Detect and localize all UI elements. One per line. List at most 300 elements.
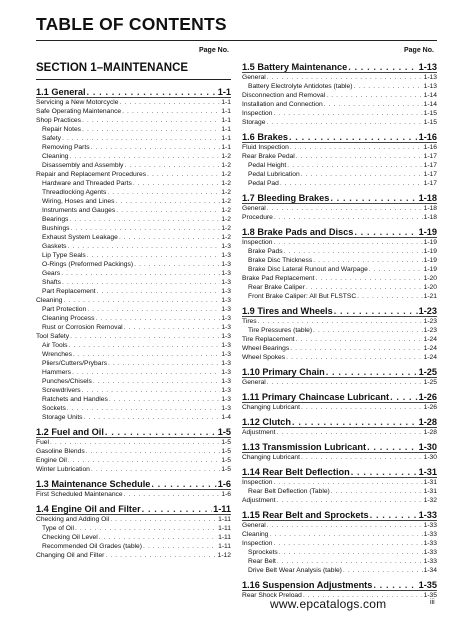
toc-heading-text: 1.4 Engine Oil and Filter [36, 504, 141, 514]
dot-leader [82, 386, 221, 395]
toc-entry-text: Gasoline Blends [36, 448, 85, 455]
toc-entry-text: Rust or Corrosion Removal [42, 324, 123, 331]
dot-leader [71, 224, 221, 233]
toc-page-number: 1-2 [221, 234, 231, 241]
toc-page-number: 1-3 [221, 333, 231, 340]
toc-entry [36, 152, 231, 161]
toc-page-number: 1-31 [423, 488, 437, 495]
toc-page-number: 1-20 [423, 275, 437, 282]
toc-page-number: 1-1 [221, 126, 231, 133]
toc-entry-text: Checking and Adding Oil [36, 516, 110, 523]
toc-entry-text: Wrenches [42, 351, 72, 358]
toc-page-number: 1-30 [418, 442, 437, 452]
toc-entry [242, 152, 437, 161]
toc-page-number: 1-17 [423, 180, 437, 187]
toc-entry [36, 107, 231, 116]
dot-leader [87, 305, 220, 314]
toc-page-number: 1-24 [423, 354, 437, 361]
toc-entry [36, 314, 231, 323]
dot-leader [86, 447, 221, 456]
dot-leader [269, 530, 422, 539]
toc-page-number: 1-17 [423, 162, 437, 169]
toc-page-number: 1-3 [221, 288, 231, 295]
toc-entry-text: Lip Type Seals [42, 252, 86, 259]
toc-entry [36, 260, 231, 269]
toc-heading-text: 1.16 Suspension Adjustments [242, 580, 373, 590]
toc-page-number: 1-13 [423, 83, 437, 90]
dot-leader [287, 161, 422, 170]
dot-leader [324, 100, 423, 109]
dot-leader [73, 350, 220, 359]
dot-leader [301, 403, 423, 412]
toc-entry-text: Recommended Oil Grades (table) [42, 543, 142, 550]
dot-leader [266, 118, 422, 127]
dot-leader [279, 548, 423, 557]
dot-leader [119, 233, 220, 242]
toc-entry-text: Wheel Spokes [242, 354, 286, 361]
toc-heading-text: 1.5 Battery Maintenance [242, 62, 348, 72]
toc-entry [242, 118, 437, 127]
toc-entry-text: Bearings [42, 216, 69, 223]
toc-page-number: 1-21 [423, 293, 437, 300]
toc-page-number: 1-5 [221, 457, 231, 464]
toc-entry [36, 413, 231, 422]
dot-leader [70, 332, 220, 341]
toc-page-number: 1-17 [423, 153, 437, 160]
toc-entry [36, 197, 231, 206]
dot-leader [313, 326, 423, 335]
toc-entry-text: Brake Pad Replacement [242, 275, 315, 282]
toc-entry [242, 91, 437, 100]
toc-page-number: 1-6 [221, 491, 231, 498]
toc-entry-text: Disconnection and Removal [242, 92, 326, 99]
toc-page-number: 1-3 [221, 315, 231, 322]
toc-page-number: 1-3 [221, 270, 231, 277]
toc-page-number: 1-16 [418, 132, 437, 142]
toc-entry-text: Part Replacement [42, 288, 96, 295]
toc-page-number: 1-5 [221, 466, 231, 473]
dot-leader [276, 428, 422, 437]
toc-page-number: 1-33 [418, 510, 437, 520]
toc-entry-text: Rear Belt [248, 558, 276, 565]
toc-page-number: 1-1 [221, 108, 231, 115]
toc-entry [36, 438, 231, 447]
toc-page-number: 1-15 [423, 110, 437, 117]
toc-entry [242, 344, 437, 353]
toc-entry [36, 524, 231, 533]
toc-page-number: 1-28 [418, 417, 437, 427]
toc-heading-text: 1.13 Transmission Lubricant [242, 442, 367, 452]
toc-entry-text: Inspection [242, 239, 273, 246]
toc-entry-text: O-Rings (Preformed Packings) [42, 261, 134, 268]
toc-entry [36, 533, 231, 542]
toc-page-number: 1-1 [221, 135, 231, 142]
toc-entry [242, 317, 437, 326]
dot-leader [108, 359, 220, 368]
toc-page-number: 1-3 [221, 342, 231, 349]
dot-leader [133, 179, 220, 188]
toc-entry [242, 428, 437, 437]
toc-page-number: 1-26 [418, 392, 437, 402]
dot-leader [147, 170, 220, 179]
toc-entry-text: Removing Parts [42, 144, 90, 151]
toc-page-number: 1-2 [221, 207, 231, 214]
dot-leader [274, 478, 423, 487]
dot-leader [105, 551, 216, 560]
dot-leader [75, 524, 217, 533]
toc-entry [242, 487, 437, 496]
toc-entry [36, 188, 231, 197]
toc-page-number: 1-19 [423, 257, 437, 264]
toc-entry-text: Changing Oil and Filter [36, 552, 105, 559]
toc-page-number: 1-2 [221, 180, 231, 187]
footer-page-number: iii [430, 599, 435, 606]
toc-entry [242, 283, 437, 292]
toc-entry-text: Repair and Replacement Procedures [36, 171, 147, 178]
toc-page-number: 1-25 [423, 379, 437, 386]
toc-entry [36, 368, 231, 377]
toc-entry-text: Procedure [242, 214, 273, 221]
dot-leader [95, 314, 220, 323]
toc-page-number: 1-11 [218, 534, 231, 541]
toc-entry [242, 73, 437, 82]
toc-entry-text: Front Brake Caliper: All But FLSTSC [248, 293, 357, 300]
toc-page-number: 1-3 [221, 306, 231, 313]
toc-entry-text: Cleaning [42, 153, 69, 160]
dot-leader [68, 242, 221, 251]
toc-page-number: 1-17 [423, 171, 437, 178]
section-rule [36, 79, 231, 80]
toc-page-number: 1-26 [423, 404, 437, 411]
dot-leader [290, 344, 422, 353]
toc-entry-text: First Scheduled Maintenance [36, 491, 123, 498]
toc-page-number: 1-23 [423, 318, 437, 325]
toc-entry [242, 326, 437, 335]
dot-leader [284, 247, 423, 256]
toc-page-number: 1-5 [221, 448, 231, 455]
toc-page-number: 1-31 [418, 467, 437, 477]
toc-page-number: 1-28 [423, 429, 437, 436]
title-rule [36, 40, 437, 41]
toc-entry [36, 542, 231, 551]
toc-entry [36, 161, 231, 170]
toc-page-number: 1-33 [423, 531, 437, 538]
page-title: TABLE OF CONTENTS [36, 14, 227, 34]
toc-entry-text: Changing Lubricant [242, 404, 300, 411]
toc-entry [242, 238, 437, 247]
toc-page-number: 1-16 [423, 144, 437, 151]
toc-entry-text: Safety [42, 135, 61, 142]
toc-entry-text: Type of Oil [42, 525, 74, 532]
toc-page-number: 1-18 [418, 193, 437, 203]
toc-entry-text: Engine Oil [36, 457, 67, 464]
dot-leader [343, 566, 423, 575]
toc-page-number: 1-1 [217, 87, 231, 97]
dot-leader [124, 323, 221, 332]
toc-entry-text: Gears [42, 270, 61, 277]
toc-entry [242, 496, 437, 505]
toc-page-number: 1-2 [221, 225, 231, 232]
toc-entry-text: Pliers/Cutters/Prybars [42, 360, 108, 367]
toc-entry [242, 256, 437, 265]
toc-page-number: 1-3 [221, 261, 231, 268]
toc-page-number: 1-20 [423, 284, 437, 291]
toc-page-number: 1-14 [423, 101, 437, 108]
toc-entry-text: General [242, 379, 266, 386]
toc-page-number: 1-5 [221, 439, 231, 446]
toc-entry-text: Adjustment [242, 429, 276, 436]
toc-entry-text: Instruments and Gauges [42, 207, 116, 214]
toc-entry [242, 403, 437, 412]
toc-page-number: 1-2 [221, 162, 231, 169]
dot-leader [274, 539, 423, 548]
toc-entry [36, 116, 231, 125]
toc-entry-text: Cleaning Process [42, 315, 95, 322]
toc-entry [36, 490, 231, 499]
toc-page-number: 1-33 [423, 558, 437, 565]
toc-page-number: 1-23 [418, 306, 437, 316]
dot-leader [286, 353, 422, 362]
toc-heading-text: 1.8 Brake Pads and Discs [242, 227, 354, 237]
dot-leader [274, 109, 423, 118]
dot-leader [63, 296, 220, 305]
toc-page-number: 1-34 [423, 567, 437, 574]
toc-page-number: 1-33 [423, 540, 437, 547]
toc-page-number: 1-3 [221, 396, 231, 403]
dot-leader [115, 197, 220, 206]
toc-entry [36, 269, 231, 278]
toc-entry [36, 296, 231, 305]
toc-page-number: 1-12 [217, 552, 231, 559]
toc-entry-text: Rear Brake Pedal [242, 153, 295, 160]
dot-leader [82, 116, 220, 125]
toc-entry-text: Disassembly and Assembly [42, 162, 124, 169]
toc-entry-text: Screwdrivers [42, 387, 81, 394]
dot-leader [69, 152, 220, 161]
toc-entry-text: Adjustment [242, 497, 276, 504]
dot-leader [277, 557, 423, 566]
toc-page-number: 1-18 [423, 205, 437, 212]
toc-entry-text: Wiring, Hoses and Lines [42, 198, 115, 205]
dot-leader [97, 287, 221, 296]
toc-entry [36, 224, 231, 233]
toc-entry-text: Brake Disc Lateral Runout and Warpage [248, 266, 368, 273]
toc-entry [242, 353, 437, 362]
dot-leader [301, 170, 423, 179]
toc-entry [242, 213, 437, 222]
toc-entry [36, 287, 231, 296]
dot-leader [331, 487, 423, 496]
toc-entry-text: Brake Pads [248, 248, 283, 255]
dot-leader [280, 179, 423, 188]
dot-leader [353, 82, 422, 91]
toc-entry-text: Pedal Pad [248, 180, 279, 187]
dot-leader [116, 206, 220, 215]
toc-page-number: 1-25 [418, 367, 437, 377]
dot-leader [369, 265, 423, 274]
toc-page-number: 1-31 [423, 479, 437, 486]
toc-page-number: 1-2 [221, 171, 231, 178]
toc-entry-text: Inspection [242, 479, 273, 486]
toc-entry [36, 515, 231, 524]
toc-heading-text: 1.3 Maintenance Schedule [36, 479, 151, 489]
toc-heading-text: 1.1 General [36, 87, 86, 97]
toc-entry-text: Wheel Bearings [242, 345, 290, 352]
toc-entry-text: Cleaning [36, 297, 63, 304]
toc-entry [36, 395, 231, 404]
toc-entry [36, 456, 231, 465]
toc-heading-text: 1.10 Primary Chain [242, 367, 325, 377]
dot-leader [87, 251, 221, 260]
toc-entry [36, 341, 231, 350]
toc-entry-text: Brake Disc Thickness [248, 257, 313, 264]
toc-entry-text: Shop Practices [36, 117, 81, 124]
toc-entry-text: Cleaning [242, 531, 269, 538]
toc-entry [36, 215, 231, 224]
toc-heading-text: 1.7 Bleeding Brakes [242, 193, 330, 203]
toc-entry-text: Tire Replacement [242, 336, 295, 343]
toc-heading-text: 1.2 Fuel and Oil [36, 427, 104, 437]
dot-leader [69, 215, 220, 224]
toc-page-number: 1-32 [423, 497, 437, 504]
dot-leader [91, 143, 221, 152]
toc-entry-text: Exhaust System Leakage [42, 234, 118, 241]
toc-entry-text: Pedal Lubrication [248, 171, 300, 178]
toc-heading-text: 1.15 Rear Belt and Sprockets [242, 510, 369, 520]
toc-page-number: 1-3 [221, 252, 231, 259]
toc-page-number: 1-2 [221, 189, 231, 196]
dot-leader [82, 125, 220, 134]
toc-page-number: 1-13 [418, 62, 437, 72]
toc-page-number: 1-3 [221, 378, 231, 385]
dot-leader [67, 404, 221, 413]
dot-leader [134, 260, 220, 269]
toc-entry [242, 265, 437, 274]
toc-entry [36, 242, 231, 251]
toc-page-number: 1-24 [423, 345, 437, 352]
toc-entry [36, 377, 231, 386]
toc-entry-text: Checking Oil Level [42, 534, 98, 541]
toc-page-number: 1-35 [423, 592, 437, 599]
toc-entry [242, 82, 437, 91]
dot-leader [93, 377, 221, 386]
toc-page-number: 1-11 [213, 504, 231, 514]
toc-page-number: 1-1 [221, 117, 231, 124]
toc-entry-text: Safe Operating Maintenance [36, 108, 122, 115]
toc-entry [36, 386, 231, 395]
toc-heading-text: 1.6 Brakes [242, 132, 288, 142]
dot-leader [62, 278, 220, 287]
toc-page-number: 1-3 [221, 351, 231, 358]
toc-entry [242, 539, 437, 548]
dot-leader [274, 213, 423, 222]
dot-leader [301, 453, 423, 462]
toc-page-number: 1-19 [423, 266, 437, 273]
toc-entry-text: General [242, 74, 266, 81]
toc-page-number: 1-18 [423, 214, 437, 221]
dot-leader [143, 542, 217, 551]
toc-entry-text: Shafts [42, 279, 61, 286]
toc-heading-text: 1.11 Primary Chaincase Lubricant [242, 392, 390, 402]
toc-page-number: 1-3 [221, 297, 231, 304]
toc-page-number: 1-15 [423, 119, 437, 126]
dot-leader [296, 152, 423, 161]
toc-entry [36, 98, 231, 107]
toc-page-number: 1-33 [423, 522, 437, 529]
dot-leader [62, 134, 220, 143]
toc-page-number: 1-6 [217, 479, 231, 489]
toc-entry-text: Hammers [42, 369, 71, 376]
toc-entry [242, 478, 437, 487]
toc-entry-text: Repair Notes [42, 126, 82, 133]
dot-leader [99, 533, 217, 542]
toc-entry [242, 521, 437, 530]
toc-entry-text: Rear Shock Preload [242, 592, 302, 599]
dot-leader [122, 107, 220, 116]
dot-leader [267, 204, 423, 213]
toc-entry-text: Fuel [36, 439, 50, 446]
toc-entry [242, 179, 437, 188]
toc-entry-text: Sockets [42, 405, 66, 412]
dot-leader [124, 490, 221, 499]
dot-leader [61, 269, 220, 278]
toc-page-number: 1-3 [221, 360, 231, 367]
toc-page-number: 1-4 [221, 414, 231, 421]
dot-leader [276, 496, 422, 505]
toc-entry [242, 274, 437, 283]
toc-entry-text: Pedal Height [248, 162, 287, 169]
dot-leader [357, 292, 422, 301]
toc-page-number: 1-3 [221, 324, 231, 331]
dot-leader [109, 395, 221, 404]
dot-leader [72, 368, 220, 377]
toc-entry [36, 143, 231, 152]
toc-entry [242, 161, 437, 170]
dot-leader [267, 73, 423, 82]
toc-entry [242, 378, 437, 387]
toc-entry [36, 125, 231, 134]
toc-entry [36, 233, 231, 242]
toc-entry [36, 551, 231, 560]
toc-page-number: 1-19 [418, 227, 437, 237]
toc-page-number: 1-23 [423, 327, 437, 334]
dot-leader [290, 143, 423, 152]
toc-page-number: 1-2 [221, 198, 231, 205]
toc-entry-text: Tool Safety [36, 333, 70, 340]
toc-entry [242, 143, 437, 152]
toc-entry-text: Changing Lubricant [242, 454, 300, 461]
toc-entry [242, 292, 437, 301]
toc-entry-text: Sprockets [248, 549, 278, 556]
toc-entry-text: Bushings [42, 225, 70, 232]
dot-leader [267, 378, 423, 387]
toc-page-number: 1-24 [423, 336, 437, 343]
dot-leader [267, 521, 423, 530]
dot-leader [306, 283, 423, 292]
toc-entry-text: Air Tools [42, 342, 68, 349]
toc-heading-text: 1.9 Tires and Wheels [242, 306, 333, 316]
toc-heading-text: 1.12 Clutch [242, 417, 292, 427]
toc-entry-text: Battery Electrolyte Antidotes (table) [248, 83, 353, 90]
toc-entry [36, 359, 231, 368]
dot-leader [110, 515, 217, 524]
toc-page-number: 1-3 [221, 387, 231, 394]
toc-page-number: 1-19 [423, 248, 437, 255]
footer-url: www.epcatalogs.com [270, 597, 387, 611]
toc-entry [242, 453, 437, 462]
toc-page-number: 1-11 [218, 543, 231, 550]
toc-entry-text: Drive Belt Wear Analysis (table) [248, 567, 342, 574]
